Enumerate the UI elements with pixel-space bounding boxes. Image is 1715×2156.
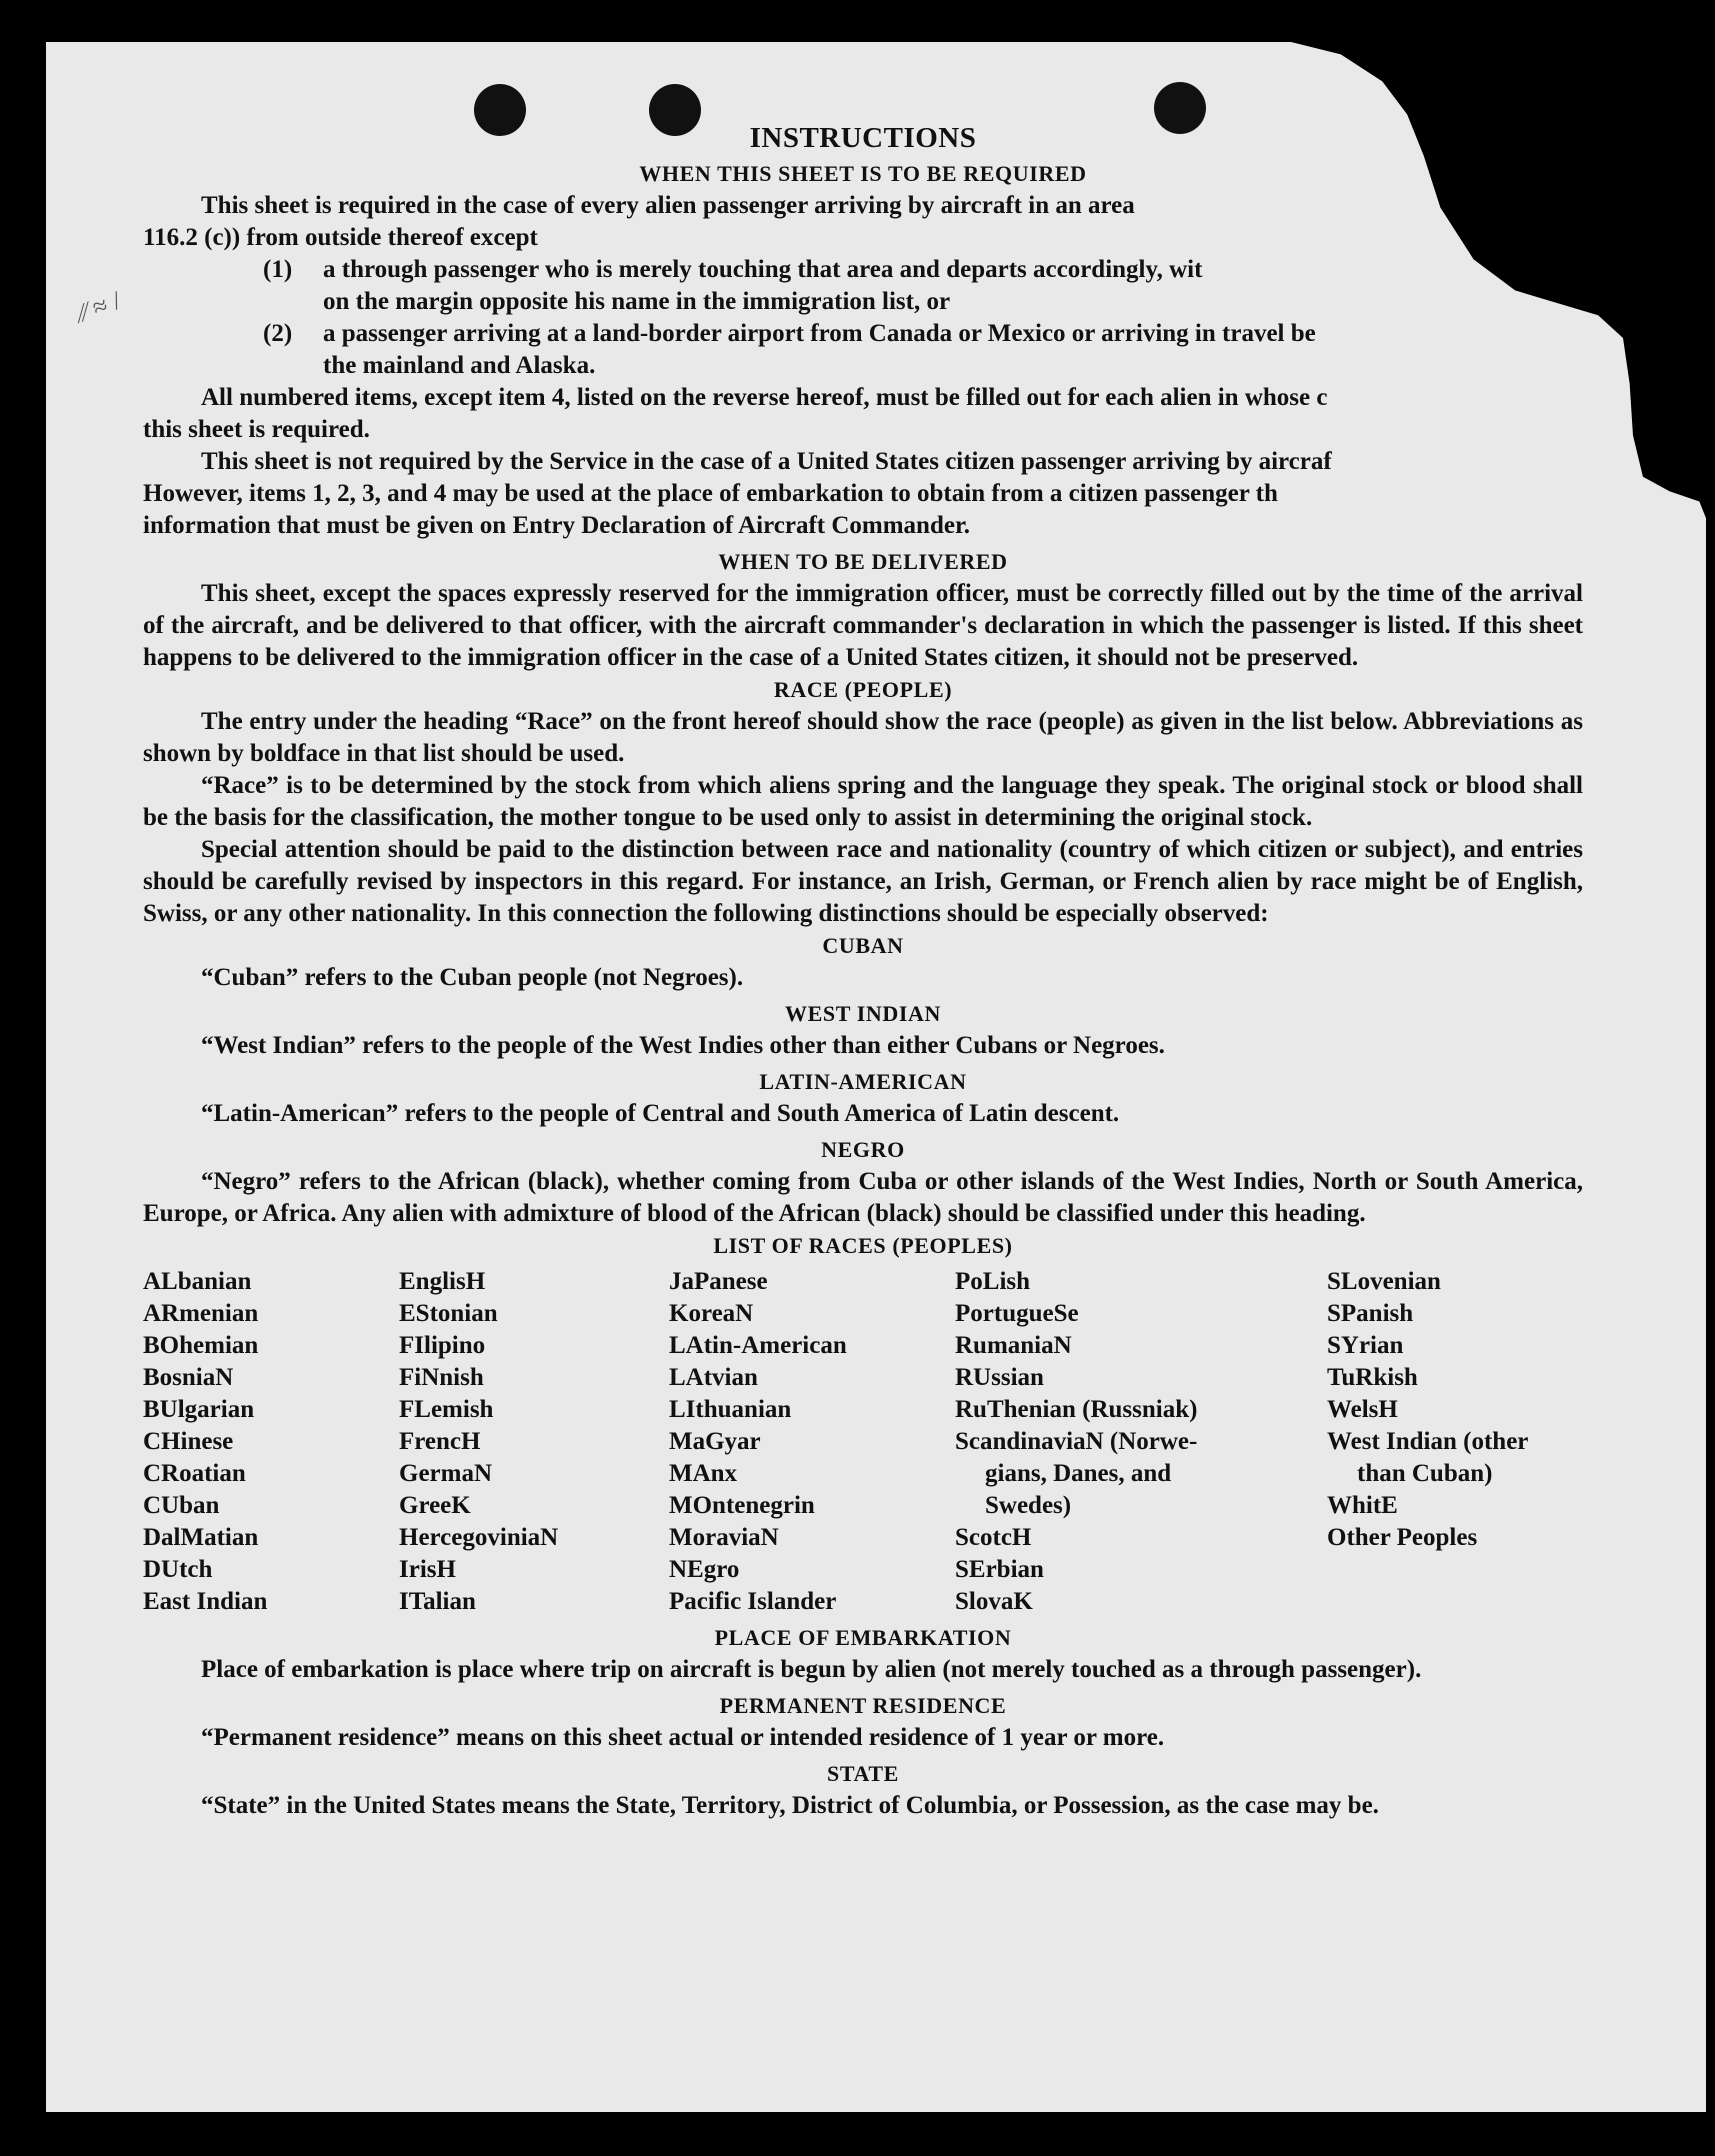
race-entry: WelsH bbox=[1327, 1396, 1398, 1423]
cuban-text: “Cuban” refers to the Cuban people (not Negroes). bbox=[201, 964, 744, 991]
section-heading-latin-american: LATIN-AMERICAN bbox=[759, 1069, 967, 1094]
item-text: on the margin opposite his name in the immigration list, or bbox=[323, 288, 951, 315]
negro-text: “Negro” refers to the African (black), whether coming from Cuba or other islands of the West Indies, North or South America, Europe, or Africa. Any alien with admixture of blood of the African (black) should be classified under this heading. bbox=[143, 1168, 1583, 1227]
required-intro: This sheet is required in the case of every alien passenger arriving by aircraft in an area bbox=[201, 192, 1135, 219]
exception-item-2 bbox=[143, 318, 1583, 350]
race-entry: RUssian bbox=[955, 1364, 1044, 1391]
embarkation-text: Place of embarkation is place where trip on aircraft is begun by alien (not merely touched as a through passenger). bbox=[201, 1656, 1422, 1683]
item-text: a through passenger who is merely touching that area and departs accordingly, wit bbox=[323, 256, 1203, 283]
required-intro-cont: 116.2 (c)) from outside thereof except bbox=[143, 224, 538, 251]
race-entry: WhitE bbox=[1327, 1492, 1398, 1519]
numbered-items-para: All numbered items, except item 4, listed on the reverse hereof, must be filled out for each alien in whose c bbox=[201, 384, 1328, 411]
race-entry: IrisH bbox=[399, 1556, 456, 1583]
race-entry: SYrian bbox=[1327, 1332, 1404, 1359]
race-column-5 bbox=[1327, 1266, 1583, 1618]
race-para-1: The entry under the heading “Race” on the front hereof should show the race (people) as given in the list below. Abbreviations as shown by boldface in that list should be used. bbox=[143, 708, 1583, 767]
exception-item-1-cont bbox=[143, 286, 1583, 318]
section-heading-negro: NEGRO bbox=[821, 1137, 905, 1162]
race-list bbox=[143, 1266, 1583, 1618]
section-heading-race: RACE (PEOPLE) bbox=[773, 677, 953, 702]
west-indian-text: “West Indian” refers to the people of the West Indies other than either Cubans or Negroes. bbox=[201, 1032, 1165, 1059]
state-text: “State” in the United States means the State, Territory, District of Columbia, or Possession, as the case may be. bbox=[201, 1792, 1379, 1819]
race-entry: GermaN bbox=[399, 1460, 493, 1487]
race-entry: ScotcH bbox=[955, 1524, 1032, 1551]
race-entry: FLemish bbox=[399, 1396, 494, 1423]
race-entry: BOhemian bbox=[143, 1332, 259, 1359]
race-entry: ITalian bbox=[399, 1588, 476, 1615]
race-entry: CHinese bbox=[143, 1428, 234, 1455]
instructions-content bbox=[143, 118, 1583, 1822]
race-entry: LIthuanian bbox=[669, 1396, 792, 1423]
citizen-para: This sheet is not required by the Service in the case of a United States citizen passenger arriving by aircraf bbox=[201, 448, 1332, 475]
numbered-items-para-cont: this sheet is required. bbox=[143, 416, 370, 443]
section-heading-cuban: CUBAN bbox=[822, 933, 904, 958]
scribble-mark: ⁄⁄ ≈ / bbox=[74, 285, 125, 328]
race-entry: FrencH bbox=[399, 1428, 481, 1455]
section-heading-delivered: WHEN TO BE DELIVERED bbox=[718, 549, 1008, 574]
race-entry: MOntenegrin bbox=[669, 1492, 815, 1519]
race-entry: HercegoviniaN bbox=[399, 1524, 559, 1551]
section-heading-state: STATE bbox=[827, 1761, 899, 1786]
item-number: (2) bbox=[263, 320, 293, 347]
section-heading-race-list: LIST OF RACES (PEOPLES) bbox=[713, 1233, 1013, 1258]
race-entry: MaGyar bbox=[669, 1428, 761, 1455]
race-entry: ScandinaviaN (Norwe- bbox=[955, 1428, 1198, 1455]
race-entry: West Indian (other bbox=[1327, 1428, 1529, 1455]
race-entry: FiNnish bbox=[399, 1364, 484, 1391]
residence-text: “Permanent residence” means on this sheet actual or intended residence of 1 year or more. bbox=[201, 1724, 1165, 1751]
race-entry: ARmenian bbox=[143, 1300, 259, 1327]
race-entry: CRoatian bbox=[143, 1460, 246, 1487]
race-entry: EnglisH bbox=[399, 1268, 486, 1295]
race-entry: RumaniaN bbox=[955, 1332, 1072, 1359]
race-entry: FIlipino bbox=[399, 1332, 486, 1359]
race-entry: KoreaN bbox=[669, 1300, 754, 1327]
citizen-para-cont: However, items 1, 2, 3, and 4 may be used at the place of embarkation to obtain from a citizen passenger th bbox=[143, 480, 1278, 507]
race-entry: RuThenian (Russniak) bbox=[955, 1396, 1198, 1423]
race-entry: Pacific Islander bbox=[669, 1588, 837, 1615]
race-entry: DUtch bbox=[143, 1556, 213, 1583]
exception-item-2-cont bbox=[143, 350, 1583, 382]
race-entry: LAtin-American bbox=[669, 1332, 847, 1359]
race-column-1 bbox=[143, 1266, 399, 1618]
race-entry: TuRkish bbox=[1327, 1364, 1418, 1391]
race-entry: SErbian bbox=[955, 1556, 1044, 1583]
race-entry: JaPanese bbox=[669, 1268, 768, 1295]
race-entry: PortugueSe bbox=[955, 1300, 1079, 1327]
race-column-3 bbox=[669, 1266, 955, 1618]
race-entry: DalMatian bbox=[143, 1524, 259, 1551]
race-entry: Swedes) bbox=[985, 1492, 1072, 1519]
section-heading-required: WHEN THIS SHEET IS TO BE REQUIRED bbox=[639, 161, 1087, 186]
race-entry: SPanish bbox=[1327, 1300, 1414, 1327]
race-entry: MAnx bbox=[669, 1460, 738, 1487]
race-entry: MoraviaN bbox=[669, 1524, 779, 1551]
race-entry: CUban bbox=[143, 1492, 220, 1519]
race-entry: East Indian bbox=[143, 1588, 268, 1615]
race-entry: NEgro bbox=[669, 1556, 740, 1583]
race-entry: SLovenian bbox=[1327, 1268, 1441, 1295]
race-entry: GreeK bbox=[399, 1492, 471, 1519]
race-column-4 bbox=[955, 1266, 1327, 1618]
race-entry: BUlgarian bbox=[143, 1396, 255, 1423]
race-entry: gians, Danes, and bbox=[985, 1460, 1172, 1487]
exception-item-1 bbox=[143, 254, 1583, 286]
section-heading-west-indian: WEST INDIAN bbox=[785, 1001, 941, 1026]
page-title: INSTRUCTIONS bbox=[749, 122, 977, 154]
citizen-para-end: information that must be given on Entry Declaration of Aircraft Commander. bbox=[143, 512, 971, 539]
race-column-2 bbox=[399, 1266, 669, 1618]
item-text: the mainland and Alaska. bbox=[323, 352, 596, 379]
item-text: a passenger arriving at a land-border airport from Canada or Mexico or arriving in travel be bbox=[323, 320, 1316, 347]
section-heading-residence: PERMANENT RESIDENCE bbox=[719, 1693, 1007, 1718]
latin-american-text: “Latin-American” refers to the people of Central and South America of Latin descent. bbox=[201, 1100, 1120, 1127]
race-entry: PoLish bbox=[955, 1268, 1031, 1295]
race-entry: Other Peoples bbox=[1327, 1524, 1478, 1551]
race-entry: than Cuban) bbox=[1357, 1460, 1493, 1487]
race-para-2: “Race” is to be determined by the stock from which aliens spring and the language they speak. The original stock or blood shall be the basis for the classification, the mother tongue to be used only to assist in determining the original stock. bbox=[143, 772, 1583, 831]
section-heading-embarkation: PLACE OF EMBARKATION bbox=[714, 1625, 1012, 1650]
race-para-3: Special attention should be paid to the distinction between race and nationality (country of which citizen or subject), and entries should be carefully revised by inspectors in this regard. For instance, an Irish, German, or French alien by race might be of English, Swiss, or any other nationality. In this connection the following distinctions should be especially observed: bbox=[143, 836, 1583, 927]
race-entry: BosniaN bbox=[143, 1364, 234, 1391]
race-entry: ALbanian bbox=[143, 1268, 252, 1295]
delivered-text: This sheet, except the spaces expressly reserved for the immigration officer, must be correctly filled out by the time of the arrival of the aircraft, and be delivered to that officer, with the aircraft commander's declaration in which the passenger is listed. If this sheet happens to be delivered to the immigration officer in the case of a United States citizen, it should not be preserved. bbox=[143, 580, 1583, 671]
race-entry: EStonian bbox=[399, 1300, 498, 1327]
item-number: (1) bbox=[263, 256, 293, 283]
race-entry: SlovaK bbox=[955, 1588, 1033, 1615]
race-entry: LAtvian bbox=[669, 1364, 758, 1391]
